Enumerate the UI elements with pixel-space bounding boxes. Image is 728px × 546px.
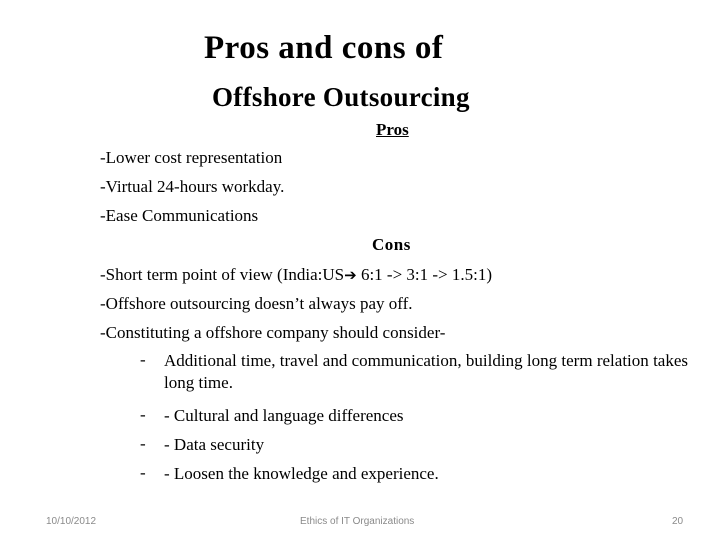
page-number: 20 (672, 516, 684, 527)
pros-item: -Virtual 24-hours workday. (100, 177, 285, 196)
consideration-text: - Cultural and language differences (164, 406, 404, 425)
bullet-dash: - (140, 350, 146, 369)
cons-item: -Offshore outsourcing doesn’t always pay off. (100, 294, 413, 313)
pros-heading: Pros (376, 120, 409, 139)
consideration-text: - Loosen the knowledge and experience. (164, 464, 439, 483)
consideration-text: Additional time, travel and communication, building long term relation takes long time. (164, 351, 688, 392)
consideration-item (140, 405, 690, 427)
slide-subtitle: Offshore Outsourcing (212, 82, 470, 112)
cons-item: -Constituting a offshore company should consider- (100, 323, 446, 342)
pros-item: -Lower cost representation (100, 148, 283, 167)
bullet-dash: - (140, 434, 146, 453)
consideration-item (140, 350, 690, 396)
cons-heading: Cons (372, 235, 411, 254)
cons-item-ratio: 6:1 -> 3:1 -> 1.5:1) (356, 265, 493, 284)
bullet-dash: - (140, 463, 146, 482)
arrow-right-icon: ➔ (344, 266, 357, 284)
pros-item: -Ease Communications (100, 206, 259, 225)
footer-title: Ethics of IT Organizations (300, 516, 415, 527)
cons-item-text: -Short term point of view (India:US (100, 265, 345, 284)
cons-item (100, 265, 492, 285)
consideration-text: - Data security (164, 435, 265, 454)
consideration-item (140, 463, 690, 485)
slide-title: Pros and cons of (204, 30, 444, 66)
consideration-item (140, 434, 690, 456)
bullet-dash: - (140, 405, 146, 424)
footer-date: 10/10/2012 (46, 516, 97, 527)
